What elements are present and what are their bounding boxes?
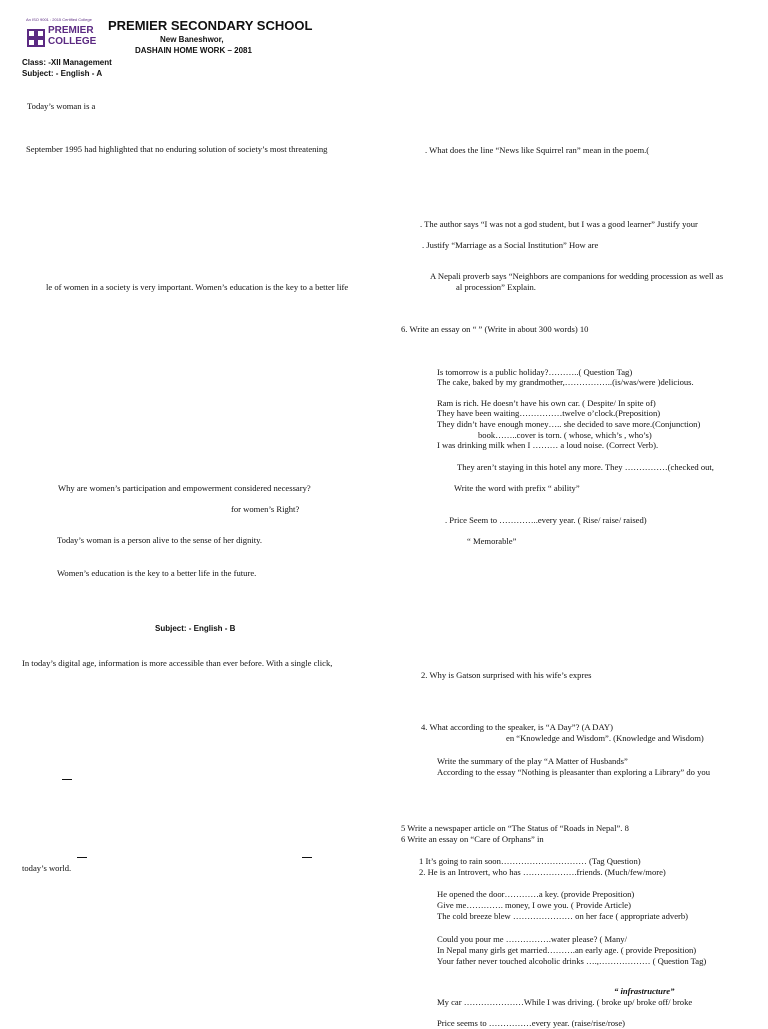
dash-mark <box>77 857 87 858</box>
right-a-line-17: “ Memorable” <box>467 536 517 546</box>
right-b-line-12: The cold breeze blew ………………… on her face ( appropriate adverb) <box>437 911 689 921</box>
right-a-line-5: al procession” Explain. <box>456 282 536 292</box>
homework-title: DASHAIN HOME WORK – 2081 <box>135 46 252 55</box>
left-a-line-6: Today’s woman is a person alive to the sense of her dignity. <box>57 535 263 545</box>
right-b-line-6: 5 Write a newspaper article on “The Status of “Roads in Nepal”. 8 <box>401 823 629 833</box>
right-b-line-2: 4. What according to the speaker, is “A Day”? (A DAY) <box>421 722 614 732</box>
right-a-line-11: They didn’t have enough money….. she decided to save more.(Conjunction) <box>437 419 701 429</box>
right-b-line-11: Give me…………. money, I owe you. ( Provide Article) <box>437 900 631 910</box>
right-a-line-1: . What does the line “News like Squirrel ran” mean in the poem.( <box>425 145 650 155</box>
right-a-line-8: The cake, baked by my grandmother,……………..(is/was/were )delicious. <box>437 377 694 387</box>
right-a-line-15: Write the word with prefix “ ability” <box>454 483 580 493</box>
right-b-line-10: He opened the door…………a key. (provide Preposition) <box>437 889 635 899</box>
right-b-line-18: Price seems to ……………every year. (raise/rise/rose) <box>437 1018 626 1028</box>
right-a-line-10: They have been waiting……………twelve o’clock.(Preposition) <box>437 408 661 418</box>
right-b-line-9: 2. He is an Introvert, who has ……………….friends. (Much/few/more) <box>419 867 666 877</box>
class-label: Class: -XII Management <box>22 58 112 67</box>
right-a-line-7: Is tomorrow is a public holiday?………..( Question Tag) <box>437 367 633 377</box>
logo-mark-icon <box>27 29 45 47</box>
right-b-line-17: My car …………………While I was driving. ( broke up/ broke off/ broke <box>437 997 693 1007</box>
right-b-line-15: Your father never touched alcoholic drinks ….,……………… ( Question Tag) <box>437 956 707 966</box>
right-b-line-16: “ infrastructure” <box>614 986 675 996</box>
left-a-line-5: for women’s Right? <box>231 504 300 514</box>
right-a-line-6: 6. Write an essay on “ ” (Write in about 300 words) 10 <box>401 324 589 334</box>
right-b-line-1: 2. Why is Gatson surprised with his wife’s expres <box>421 670 592 680</box>
right-a-line-9: Ram is rich. He doesn’t have his own car. ( Despite/ In spite of) <box>437 398 656 408</box>
dash-mark <box>62 779 72 780</box>
logo-certification-text: An ISO 9001 : 2015 Certified College <box>26 17 92 22</box>
subject-b-label: Subject: - English - B <box>155 624 236 633</box>
logo-college-text: COLLEGE <box>48 36 97 47</box>
college-logo <box>26 17 108 49</box>
right-b-line-3: en “Knowledge and Wisdom”. (Knowledge and Wisdom) <box>506 733 704 743</box>
right-a-line-14: They aren’t staying in this hotel any more. They ……………(checked out, <box>457 462 714 472</box>
right-b-line-8: 1 It’s going to rain soon………………………… (Tag Question) <box>419 856 641 866</box>
right-a-line-3: . Justify “Marriage as a Social Institution” How are <box>422 240 599 250</box>
subject-a-label: Subject: - English - A <box>22 69 103 78</box>
left-a-line-1: Today’s woman is a <box>27 101 96 111</box>
right-a-line-2: . The author says “I was not a god student, but I was a good learner” Justify your <box>420 219 698 229</box>
right-b-line-5: According to the essay “Nothing is pleasanter than exploring a Library” do you <box>437 767 711 777</box>
right-a-line-12: book……..cover is torn. ( whose, which’s , who’s) <box>478 430 652 440</box>
right-b-line-7: 6 Write an essay on “Care of Orphans” in <box>401 834 544 844</box>
school-address: New Baneshwor, <box>160 35 224 44</box>
left-a-line-2: September 1995 had highlighted that no enduring solution of society’s most threatening <box>26 144 328 154</box>
right-a-line-4: A Nepali proverb says “Neighbors are companions for wedding procession as well as <box>430 271 724 281</box>
right-b-line-13: Could you pour me …………….water please? ( Many/ <box>437 934 627 944</box>
right-b-line-14: In Nepal many girls get married……….an early age. ( provide Preposition) <box>437 945 697 955</box>
right-b-line-4: Write the summary of the play “A Matter of Husbands” <box>437 756 628 766</box>
left-a-line-3: le of women in a society is very important. Women’s education is the key to a better life <box>46 282 349 292</box>
left-a-line-7: Women’s education is the key to a better life in the future. <box>57 568 257 578</box>
left-a-line-4: Why are women’s participation and empowerment considered necessary? <box>58 483 311 493</box>
left-b-line-1: In today’s digital age, information is more accessible than ever before. With a single click, <box>22 658 333 668</box>
school-name: PREMIER SECONDARY SCHOOL <box>108 18 313 33</box>
right-a-line-13: I was drinking milk when I ……… a loud noise. (Correct Verb). <box>437 440 659 450</box>
right-a-line-16: . Price Seem to …………..every year. ( Rise/ raise/ raised) <box>445 515 647 525</box>
logo-premier-text: PREMIER <box>48 25 94 36</box>
left-b-line-2: today’s world. <box>22 863 72 873</box>
dash-mark <box>302 857 312 858</box>
